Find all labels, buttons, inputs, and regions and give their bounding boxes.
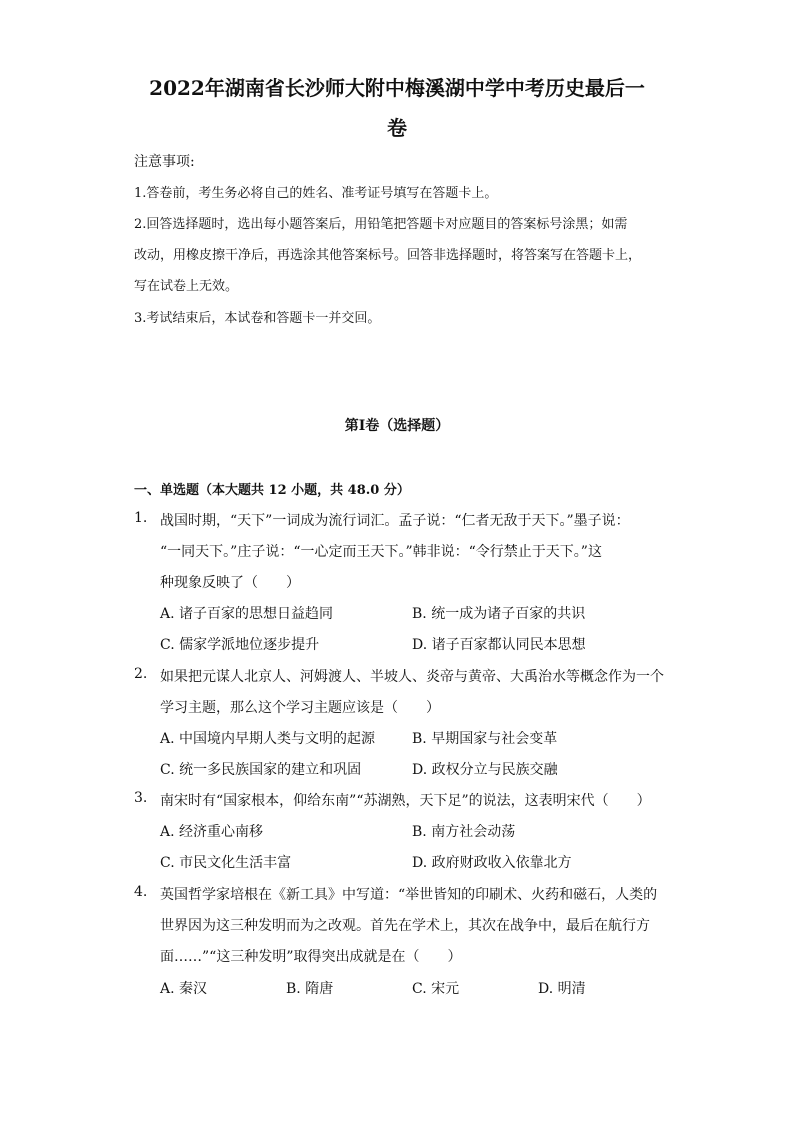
option-a[interactable]: A. 秦汉: [160, 981, 208, 997]
option-c[interactable]: C. 市民文化生活丰富: [160, 855, 292, 871]
exam-title-line-2: 卷: [387, 116, 407, 140]
option-a[interactable]: A. 中国境内早期人类与文明的起源: [160, 731, 376, 747]
question-text-line: 战国时期，“天下”一词成为流行词汇。孟子说：“仁者无敌于天下。”墨子说：: [160, 513, 630, 529]
part-heading: 一、单选题（本大题共 12 小题，共 48.0 分）: [134, 483, 410, 498]
option-b[interactable]: B. 隋唐: [286, 981, 334, 997]
option-c[interactable]: C. 儒家学派地位逐步提升: [160, 637, 320, 653]
note-line: 改动，用橡皮擦干净后，再选涂其他答案标号。回答非选择题时，将答案写在答题卡上，: [134, 248, 642, 263]
question-text-line: “一同天下。”庄子说：“一心定而王天下。”韩非说：“令行禁止于天下。”这: [160, 544, 602, 560]
option-c[interactable]: C. 宋元: [412, 981, 460, 997]
note-line: 3.考试结束后，本试卷和答题卡一并交回。: [134, 311, 381, 326]
question-number: 4.: [134, 884, 148, 900]
option-b[interactable]: B. 南方社会动荡: [412, 824, 516, 840]
question-text-line: 学习主题，那么这个学习主题应该是（ ）: [160, 700, 440, 716]
exam-title-line-1: 2022年湖南省长沙师大附中梅溪湖中学中考历史最后一: [149, 76, 645, 100]
option-d[interactable]: D. 政府财政收入依靠北方: [412, 855, 572, 871]
option-d[interactable]: D. 诸子百家都认同民本思想: [412, 637, 586, 653]
option-d[interactable]: D. 政权分立与民族交融: [412, 762, 558, 778]
option-a[interactable]: A. 经济重心南移: [160, 824, 264, 840]
option-b[interactable]: B. 统一成为诸子百家的共识: [412, 606, 586, 622]
note-line: 2.回答选择题时，选出每小题答案后，用铅笔把答题卡对应题目的答案标号涂黑；如需: [134, 217, 628, 232]
option-d[interactable]: D. 明清: [538, 981, 586, 997]
question-text-line: 面……”“这三种发明”取得突出成就是在（ ）: [160, 949, 462, 965]
option-b[interactable]: B. 早期国家与社会变革: [412, 731, 558, 747]
question-number: 3.: [134, 790, 148, 806]
question-number: 2.: [134, 666, 148, 682]
note-line: 1.答卷前，考生务必将自己的姓名、准考证号填写在答题卡上。: [134, 186, 498, 201]
option-a[interactable]: A. 诸子百家的思想日益趋同: [160, 606, 334, 622]
question-text-line: 南宋时有“国家根本，仰给东南”“苏湖熟，天下足”的说法，这表明宋代（ ）: [160, 793, 651, 809]
question-text-line: 世界因为这三种发明而为之改观。首先在学术上，其次在战争中，最后在航行方: [160, 918, 650, 934]
section-title: 第Ⅰ卷（选择题）: [344, 418, 450, 434]
question-number: 1.: [134, 510, 148, 526]
question-text-line: 如果把元谋人北京人、河姆渡人、半坡人、炎帝与黄帝、大禹治水等概念作为一个: [160, 669, 664, 685]
question-text-line: 英国哲学家培根在《新工具》中写道：“举世皆知的印刷术、火药和磁石，人类的: [160, 887, 658, 903]
option-c[interactable]: C. 统一多民族国家的建立和巩固: [160, 762, 362, 778]
note-line: 写在试卷上无效。: [134, 279, 239, 294]
question-text-line: 种现象反映了（ ）: [160, 575, 300, 591]
notes-heading: 注意事项:: [134, 154, 195, 170]
